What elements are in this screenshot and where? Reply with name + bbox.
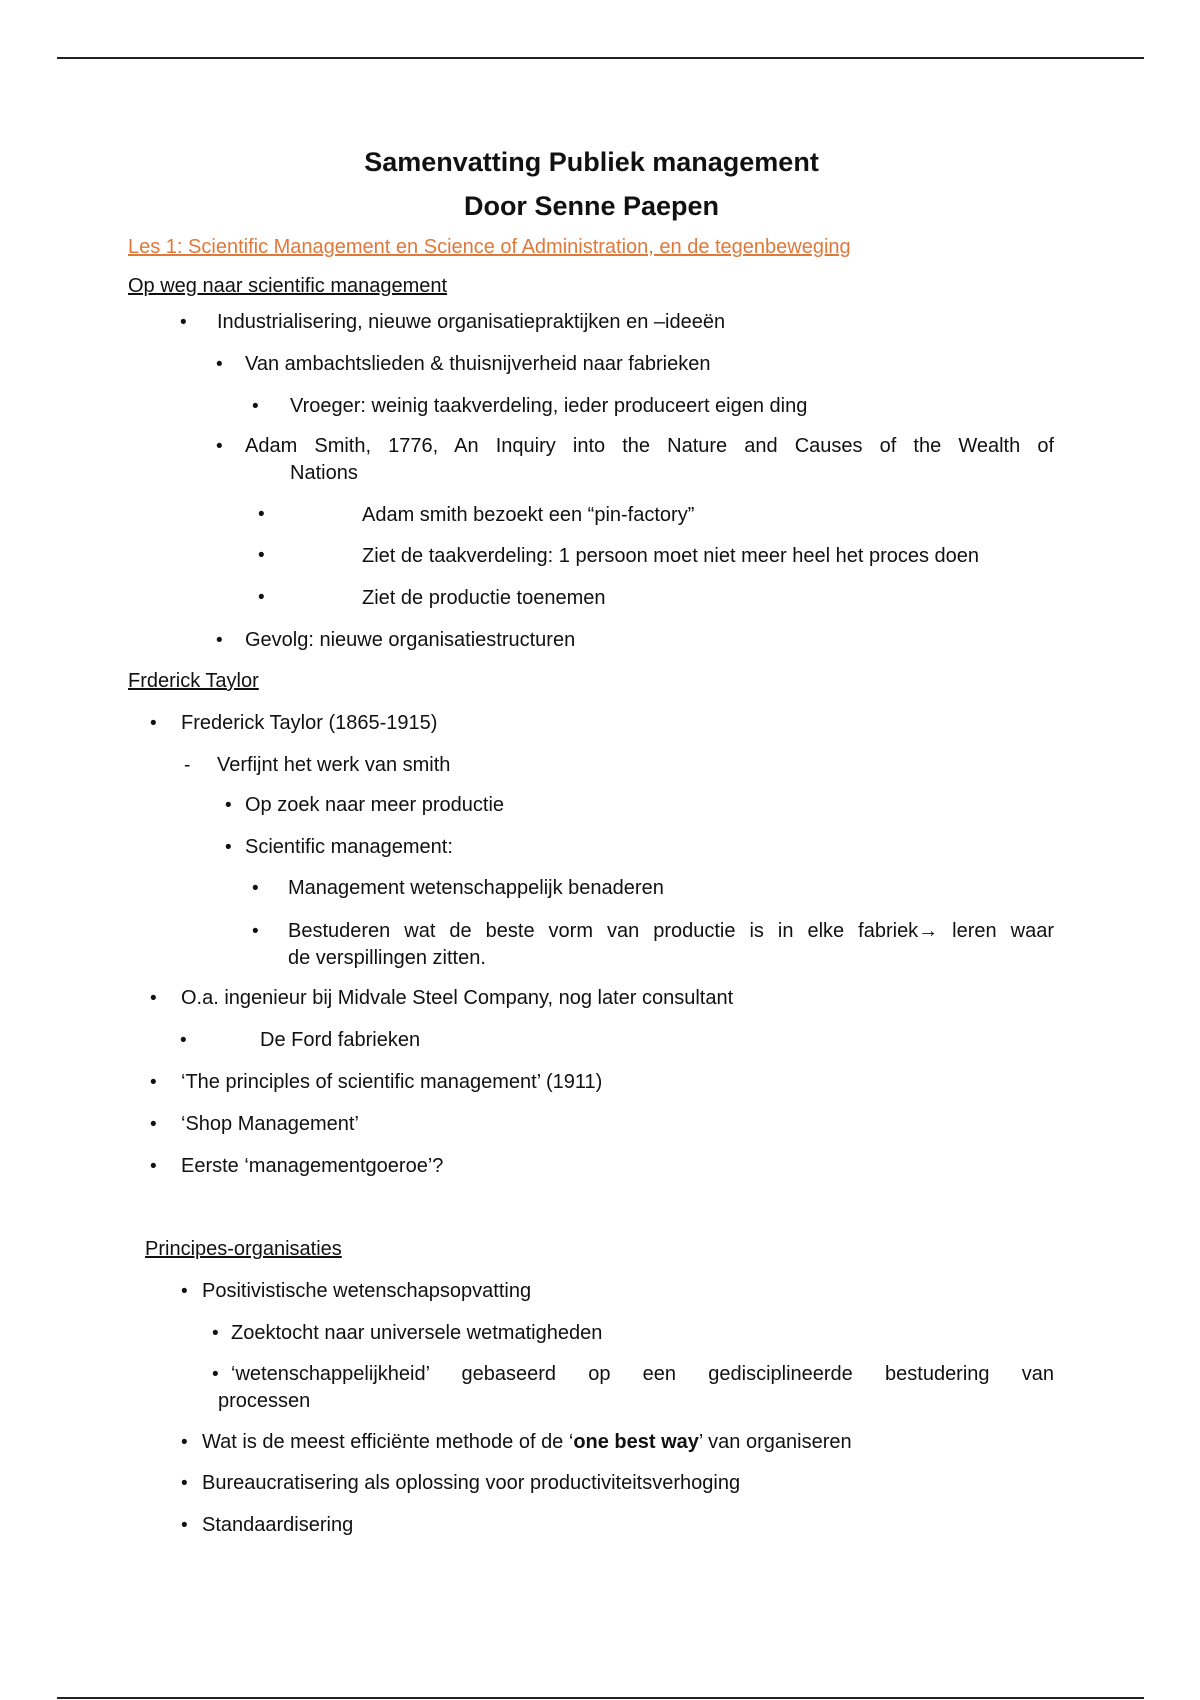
list-item: Scientific management: <box>245 836 453 858</box>
list-item: Bureaucratisering als oplossing voor productiviteitsverhoging <box>202 1472 741 1494</box>
bullet-glyph: • <box>150 1072 157 1093</box>
list-item-text: ’ van organiseren <box>698 1431 852 1453</box>
footer-rule <box>57 1697 1144 1699</box>
list-item: Vroeger: weinig taakverdeling, ieder produceert eigen ding <box>290 395 808 417</box>
section-heading-taylor: Frderick Taylor <box>128 670 259 692</box>
list-item-justified: Adam Smith, 1776, An Inquiry into the Nature and Causes of the Wealth of <box>245 435 1054 457</box>
list-item: Industrialisering, nieuwe organisatiepraktijken en –ideeën <box>217 311 726 333</box>
list-item: Standaardisering <box>202 1514 354 1536</box>
list-item: ‘Shop Management’ <box>181 1113 359 1135</box>
bullet-glyph: • <box>150 1114 157 1135</box>
list-item: Op zoek naar meer productie <box>245 794 505 816</box>
list-item-mixed <box>202 1430 852 1454</box>
bullet-glyph: • <box>180 1030 187 1051</box>
list-item: Ziet de taakverdeling: 1 persoon moet niet meer heel het proces doen <box>362 545 980 567</box>
bullet-glyph: • <box>212 1364 219 1385</box>
section-heading-principes: Principes-organisaties <box>145 1238 342 1260</box>
bullet-glyph: • <box>252 878 259 899</box>
list-item: Management wetenschappelijk benaderen <box>288 877 664 899</box>
list-item-justified: ‘wetenschappelijkheid’ gebaseerd op een gedisciplineerde bestudering van <box>231 1363 1054 1385</box>
list-item: Verfijnt het werk van smith <box>217 754 451 776</box>
bullet-glyph: • <box>150 988 157 1009</box>
list-item: Positivistische wetenschapsopvatting <box>202 1280 532 1302</box>
section-heading-scientific-management: Op weg naar scientific management <box>128 275 448 297</box>
list-item: ‘The principles of scientific management’ (1911) <box>181 1071 603 1093</box>
list-item-justified: Bestuderen wat de beste vorm van productie is in elke fabriek→ leren waar <box>288 920 1054 942</box>
list-item: Zoektocht naar universele wetmatigheden <box>231 1322 603 1344</box>
lesson-heading: Les 1: Scientific Management en Science of Administration, en de tegenbeweging <box>128 236 851 258</box>
list-item-text: Wat is de meest efficiënte methode of de ‘ <box>202 1431 574 1453</box>
bullet-glyph: • <box>181 1432 188 1453</box>
bullet-glyph: • <box>258 545 265 566</box>
header-rule <box>57 57 1144 59</box>
list-item: Gevolg: nieuwe organisatiestructuren <box>245 629 576 651</box>
bullet-glyph: • <box>252 921 259 942</box>
list-item-continuation: de verspillingen zitten. <box>288 947 486 969</box>
document-author: Door Senne Paepen <box>463 191 720 221</box>
list-item: De Ford fabrieken <box>260 1029 421 1051</box>
list-item-continuation: Nations <box>290 462 358 484</box>
list-item: Van ambachtslieden & thuisnijverheid naar fabrieken <box>245 353 711 375</box>
emphasis-one-best-way: one best way <box>573 1431 699 1453</box>
bullet-glyph: • <box>150 713 157 734</box>
bullet-glyph: • <box>212 1323 219 1344</box>
list-item: Ziet de productie toenemen <box>362 587 606 609</box>
bullet-glyph: • <box>258 504 265 525</box>
list-item-continuation: processen <box>218 1390 311 1412</box>
bullet-glyph: • <box>252 396 259 417</box>
bullet-glyph: • <box>225 795 232 816</box>
list-item: Eerste ‘managementgoeroe’? <box>181 1155 444 1177</box>
document-title: Samenvatting Publiek management <box>364 147 819 177</box>
bullet-glyph: • <box>180 312 187 333</box>
bullet-glyph: • <box>258 587 265 608</box>
bullet-glyph: • <box>216 354 223 375</box>
bullet-glyph: • <box>181 1473 188 1494</box>
bullet-glyph: • <box>150 1156 157 1177</box>
dash-glyph: - <box>184 755 191 776</box>
bullet-glyph: • <box>181 1515 188 1536</box>
bullet-glyph: • <box>181 1281 188 1302</box>
list-item: Frederick Taylor (1865-1915) <box>181 712 438 734</box>
bullet-glyph: • <box>216 436 223 457</box>
list-item: O.a. ingenieur bij Midvale Steel Company, nog later consultant <box>181 987 734 1009</box>
bullet-glyph: • <box>216 630 223 651</box>
bullet-glyph: • <box>225 837 232 858</box>
list-item: Adam smith bezoekt een “pin-factory” <box>362 504 695 526</box>
